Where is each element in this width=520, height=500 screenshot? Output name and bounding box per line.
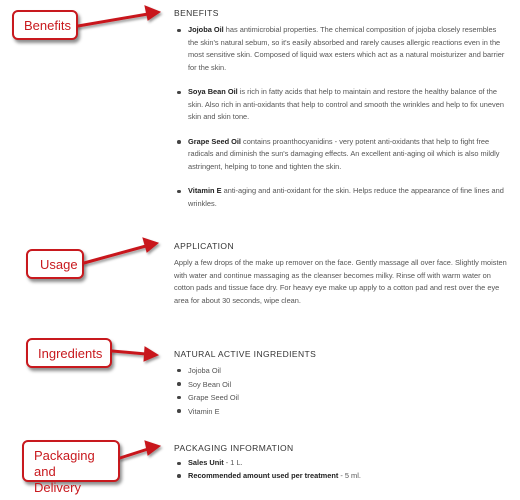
benefit-name: Vitamin E [188,186,222,195]
ingredients-heading: NATURAL ACTIVE INGREDIENTS [174,349,317,359]
callout-packaging-label-line1: Packaging and [34,448,95,479]
callout-ingredients-label: Ingredients [38,346,103,361]
benefit-text: has antimicrobial properties. The chemical composition of jojoba closely resembles the skin's natural sebum, so it's easily absorbed and rarely causes allergic reactions even in the most sensitive skin. Composed of liquid wax esters which act as a natural moisturizer and barrier for the skin. [188,25,505,72]
benefits-list [174,24,508,210]
list-item: Soy Bean Oil [174,378,508,392]
ingredients-section [174,349,508,418]
list-item [174,24,508,74]
list-item: Grape Seed Oil [174,391,508,405]
packaging-value: - 1 L. [223,458,243,467]
benefit-name: Soya Bean Oil [188,87,238,96]
list-item [174,457,508,470]
packaging-label: Sales Unit [188,458,224,467]
callout-benefits-label: Benefits [24,18,71,33]
packaging-section [174,443,508,482]
benefits-section [174,8,508,210]
list-item: Jojoba Oil [174,364,508,378]
callout-usage-label: Usage [40,257,78,272]
benefit-text: is rich in fatty acids that help to maintain and restore the healthy balance of the skin. Also rich in anti-oxidants that help to control and smooth the wrinkles and help to fix uneven skin and skin tone. [188,87,504,121]
list-item [174,86,508,124]
packaging-list [174,457,508,482]
benefits-heading: BENEFITS [174,8,219,18]
list-item: Vitamin E [174,405,508,419]
list-item [174,470,508,483]
list-item [174,185,508,210]
ingredients-list [174,364,508,418]
benefit-text: anti-aging and anti-oxidant for the skin. Helps reduce the appearance of fine lines and wrinkles. [188,186,504,208]
packaging-label: Recommended amount used per treatment [188,470,339,480]
application-section [174,241,508,308]
list-item [174,136,508,174]
packaging-heading: PACKAGING INFORMATION [174,443,294,453]
application-text: Apply a few drops of the make up remover on the face. Gently massage all over face. Slightly moisten with water and continue massaging as the cleanser becomes milky. Rinse off with warm water on cotton pads and tissue face dry. For heavy eye make up apply to a cotton pad and rest over the eye area for about 30 seconds, wipe clean. [174,258,507,306]
packaging-value: - 5 ml. [338,470,361,480]
benefit-name: Grape Seed Oil [188,136,241,146]
callout-packaging-label-line2: Delivery [34,480,81,495]
application-heading: APPLICATION [174,241,234,251]
benefit-name: Jojoba Oil [188,25,224,34]
benefit-text: contains proanthocyanidins - very potent anti-oxidants that help to fight free radicals and diminish the sun's damaging effects. An excellent anti-aging oil which is also mildly astringent, helping to tone and tighten the skin. [188,136,500,171]
